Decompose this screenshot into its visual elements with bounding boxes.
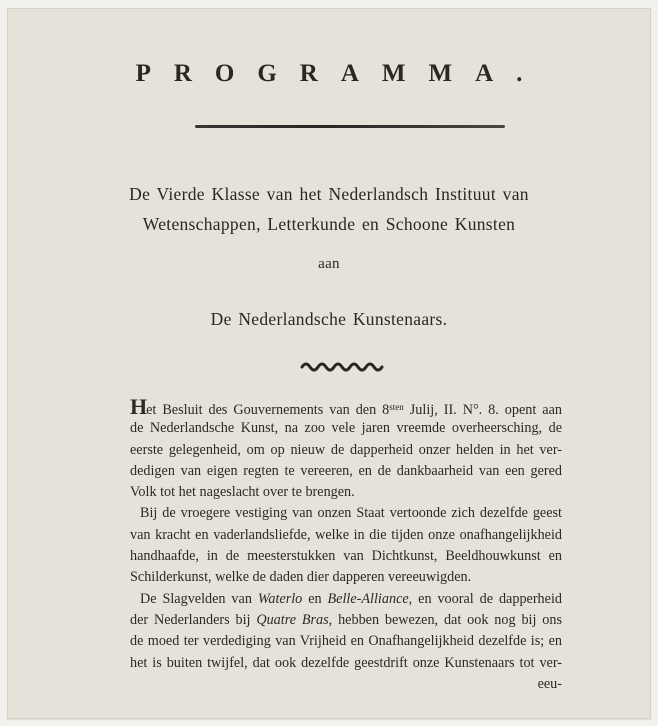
text-run: en (302, 590, 328, 607)
body-line (130, 610, 562, 631)
text-run: , hebben bewezen, dat ook nog bij ons (328, 611, 562, 628)
superscript: sten (389, 402, 404, 412)
body-line (130, 394, 562, 419)
body-line: van kracht en vaderlandsliefde, welke in die tijden onze onafhangelijkheid (130, 526, 562, 543)
title-rule-divider (195, 125, 505, 128)
heading-line-4: De Nederlandsche Kunstenaars. (210, 309, 448, 329)
body-line: de Nederlandsche Kunst, na zoo vele jaren vreemde overheersching, de (130, 420, 562, 437)
italic-text: Quatre Bras (256, 611, 329, 628)
text-run: Julij, II. N°. 8. opent aan (403, 402, 562, 418)
body-line: eerste gelegenheid, om op nieuw de dapperheid onzer helden in het ver- (130, 441, 562, 458)
heading-line-2: Wetenschappen, Letterkunde en Schoone Kunsten (142, 214, 516, 234)
body-line: de moed ter verdediging van Vrijheid en Onafhangelijkheid dezelfde is; en (130, 633, 562, 650)
body-line: dedigen van eigen regten te vereeren, en de dankbaarheid van een gered (130, 462, 562, 479)
body-line: het is buiten twijfel, dat ook dezelfde geestdrift onze Kunstenaars tot ver- (130, 654, 562, 671)
text-run: der Nederlanders bij (130, 611, 257, 628)
body-line: handhaafde, in de meesterstukken van Dichtkunst, Beeldhouwkunst en (130, 548, 562, 565)
text-run: , en vooral de dapperheid (408, 590, 562, 607)
italic-text: Belle-Alliance (327, 590, 409, 607)
drop-cap: H (130, 394, 147, 419)
document-title: PROGRAMMA. (135, 60, 546, 87)
body-line (130, 589, 562, 610)
body-line: Bij de vroegere vestiging van onzen Staat vertoonde zich dezelfde geest (140, 505, 562, 522)
catchword: eeu- (537, 675, 562, 692)
italic-text: Waterlo (257, 590, 303, 607)
text-run: et Besluit des Gouvernements van den 8 (146, 402, 390, 418)
heading-line-1: De Vierde Klasse van het Nederlandsch Instituut van (129, 184, 529, 204)
body-line: Schilderkunst, welke de daden dier dapperen vereeuwigden. (130, 569, 472, 586)
body-line: Volk tot het nageslacht over te brengen. (130, 484, 355, 501)
heading-line-3: aan (318, 256, 340, 272)
text-run: De Slagvelden van (140, 590, 258, 607)
wave-ornament-icon (297, 359, 387, 373)
body-text (130, 394, 562, 695)
paper-sheet (7, 8, 651, 719)
